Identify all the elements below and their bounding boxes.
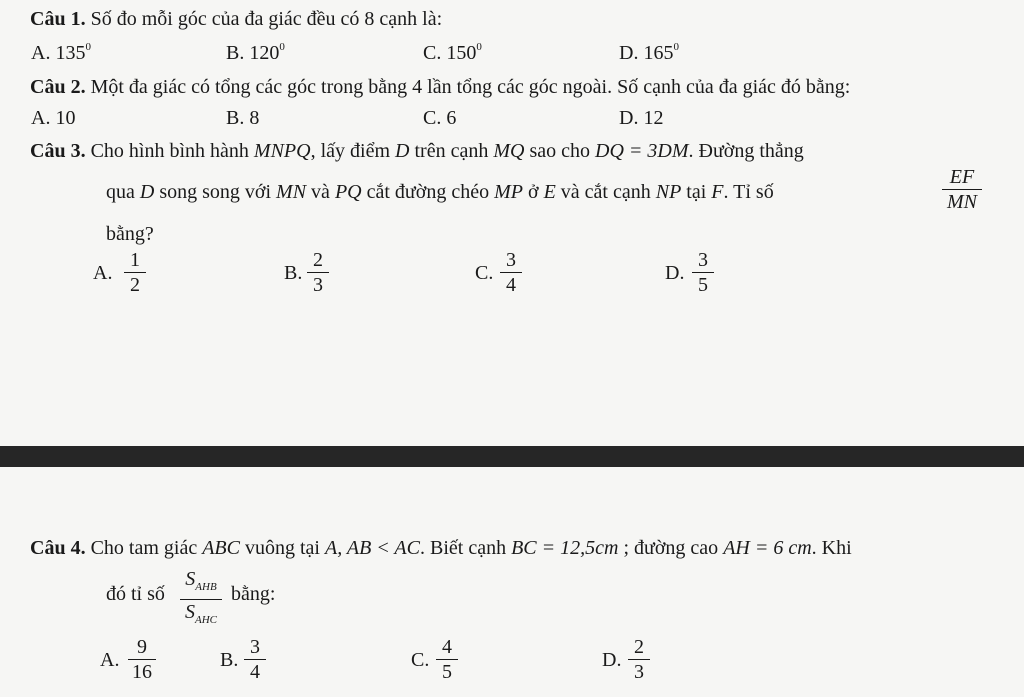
- question-text: Một đa giác có tổng các góc trong bằng 4 lần tổng các góc ngoài. Số cạnh của đa giác đó bằng:: [90, 76, 851, 98]
- q4-option-a-fraction: 9 16: [128, 636, 156, 683]
- question-label: Câu 3.: [30, 140, 86, 162]
- q1-option-d: D. $165^0$: [619, 41, 679, 64]
- question-1: [30, 7, 442, 31]
- question-text: Số đo mỗi góc của đa giác đều có 8 cạnh là:: [90, 8, 443, 30]
- q4-option-c-letter: C.: [411, 649, 430, 671]
- question-4-line-1: Câu 4. Cho tam giác ABC vuông tại A, AB < AC. Biết cạnh BC = 12,5cm ; đường cao AH = 6 cm. Khi: [30, 537, 852, 559]
- question-3-line-3: bằng?: [106, 223, 154, 245]
- question-label: Câu 1.: [30, 8, 86, 30]
- question-label: Câu 4.: [30, 537, 86, 559]
- q3-option-a-fraction: 1 2: [124, 249, 146, 296]
- q2-option-a: A. 10: [31, 107, 76, 129]
- question-3-line-1: Câu 3. Cho hình bình hành MNPQ, lấy điểm D trên cạnh MQ sao cho DQ = 3DM. Đường thẳng: [30, 140, 804, 162]
- q4-option-d-letter: D.: [602, 649, 622, 671]
- page-divider: [0, 446, 1024, 467]
- q3-option-d-fraction: 3 5: [692, 249, 714, 296]
- q3-option-b-letter: B.: [284, 262, 303, 284]
- q4-option-b-letter: B.: [220, 649, 239, 671]
- q4-option-b-fraction: 3 4: [244, 636, 266, 683]
- question-3-line-2: qua D song song với MN và PQ cắt đường chéo MP ở E và cắt cạnh NP tại F. Tỉ số: [106, 181, 774, 203]
- q2-option-d: D. 12: [619, 107, 664, 129]
- q1-option-a: A. $135^0$: [31, 41, 91, 64]
- q4-ratio-fraction: $S_{AHB}$ $S_{AHC}$: [180, 568, 222, 631]
- q4-option-c-fraction: 4 5: [436, 636, 458, 683]
- q3-ratio-fraction: EF MN: [942, 166, 982, 213]
- q2-option-b: B. 8: [226, 107, 260, 129]
- q1-option-c: C. $150^0$: [423, 41, 482, 64]
- q4-option-d-fraction: 2 3: [628, 636, 650, 683]
- q4-option-a-letter: A.: [100, 649, 120, 671]
- q2-option-c: C. 6: [423, 107, 457, 129]
- q3-option-a-letter: A.: [93, 262, 113, 284]
- q3-option-b-fraction: 2 3: [307, 249, 329, 296]
- question-4-line-2-b: bằng:: [231, 583, 276, 605]
- q3-option-d-letter: D.: [665, 262, 685, 284]
- q3-option-c-letter: C.: [475, 262, 494, 284]
- question-label: Câu 2.: [30, 76, 86, 98]
- q1-option-b: B. $120^0$: [226, 41, 285, 64]
- question-2: [30, 75, 850, 99]
- question-4-line-2-a: đó tỉ số: [106, 583, 165, 605]
- q3-option-c-fraction: 3 4: [500, 249, 522, 296]
